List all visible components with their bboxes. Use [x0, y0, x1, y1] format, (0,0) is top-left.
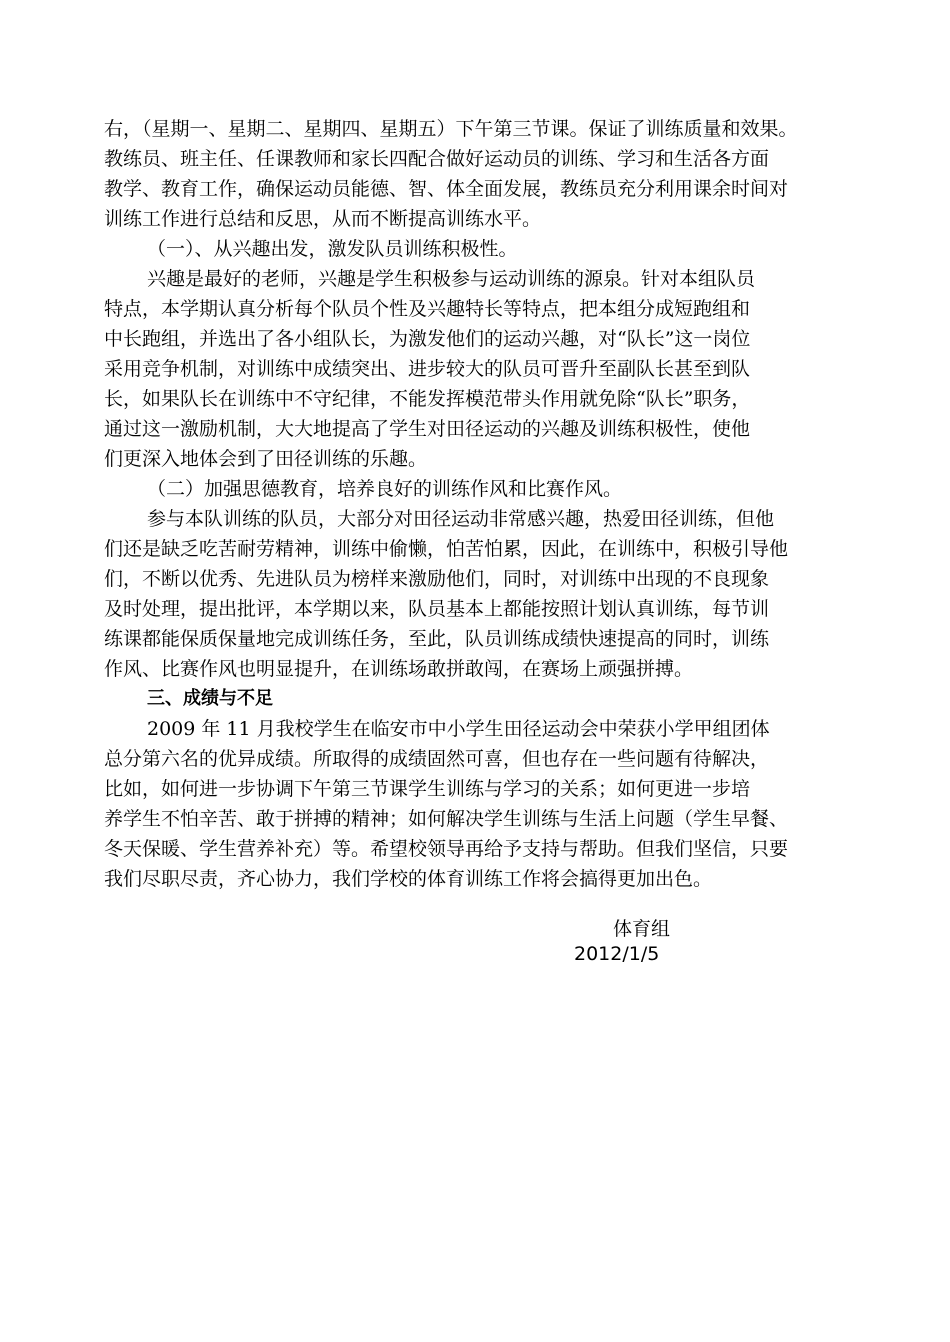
text-line: 总分第六名的优异成绩。所取得的成绩固然可喜，但也存在一些问题有待解决，	[104, 748, 770, 770]
text-line: 们更深入地体会到了田径训练的乐趣。	[104, 448, 428, 470]
text-line: 教练员、班主任、任课教师和家长四配合做好运动员的训练、学习和生活各方面	[104, 148, 770, 170]
text-line: 作风、比赛作风也明显提升，在训练场敢拼敢闯，在赛场上顽强拼搏。	[104, 658, 694, 680]
text-line: 2009 年 11 月我校学生在临安市中小学生田径运动会中荣获小学甲组团体	[147, 718, 770, 740]
text-line: 养学生不怕辛苦、敢于拼搏的精神；如何解决学生训练与生活上问题（学生早餐、	[104, 808, 789, 830]
text-line: 采用竞争机制，对训练中成绩突出、进步较大的队员可晋升至副队长甚至到队	[104, 358, 751, 380]
subheading: （二）加强思德教育，培养良好的训练作风和比赛作风。	[147, 478, 623, 500]
document-body	[104, 114, 856, 894]
text-line: 及时处理，提出批评，本学期以来，队员基本上都能按照计划认真训练，每节训	[104, 598, 770, 620]
text-line: 右，（星期一、星期二、星期四、星期五）下午第三节课。保证了训练质量和效果。	[104, 118, 798, 140]
text-line: 比如，如何进一步协调下午第三节课学生训练与学习的关系；如何更进一步培	[104, 778, 751, 800]
text-line: 们，不断以优秀、先进队员为榜样来激励他们，同时，对训练中出现的不良现象	[104, 568, 770, 590]
text-line: 长，如果队长在训练中不守纪律，不能发挥模范带头作用就免除“队长”职务，	[104, 388, 751, 410]
text-line: 我们尽职尽责，齐心协力，我们学校的体育训练工作将会搞得更加出色。	[104, 868, 713, 890]
text-line: 练课都能保质保量地完成训练任务，至此，队员训练成绩快速提高的同时，训练	[104, 628, 770, 650]
text-line: 教学、教育工作，确保运动员能德、智、体全面发展，教练员充分利用课余时间对	[104, 178, 789, 200]
text-line: 冬天保暖、学生营养补充）等。希望校领导再给予支持与帮助。但我们坚信，只要	[104, 838, 789, 860]
section-heading: 三、成绩与不足	[147, 688, 273, 709]
text-line: 特点，本学期认真分析每个队员个性及兴趣特长等特点，把本组分成短跑组和	[104, 298, 751, 320]
text-line: 们还是缺乏吃苦耐劳精神，训练中偷懒，怕苦怕累，因此，在训练中，积极引导他	[104, 538, 789, 560]
subheading: （一）、从兴趣出发，激发队员训练积极性。	[147, 238, 518, 260]
text-line: 参与本队训练的队员，大部分对田径运动非常感兴趣，热爱田径训练，但他	[147, 508, 775, 530]
text-line: 兴趣是最好的老师，兴趣是学生积极参与运动训练的源泉。针对本组队员	[147, 268, 756, 290]
text-line: 通过这一激励机制，大大地提高了学生对田径运动的兴趣及训练积极性，使他	[104, 418, 751, 440]
text-line: 中长跑组，并选出了各小组队长，为激发他们的运动兴趣，对“队长”这一岗位	[104, 328, 751, 350]
text-line: 训练工作进行总结和反思，从而不断提高训练水平。	[104, 208, 542, 230]
signature-date: 2012/1/5	[574, 943, 660, 965]
signature-group: 体育组	[613, 918, 671, 940]
